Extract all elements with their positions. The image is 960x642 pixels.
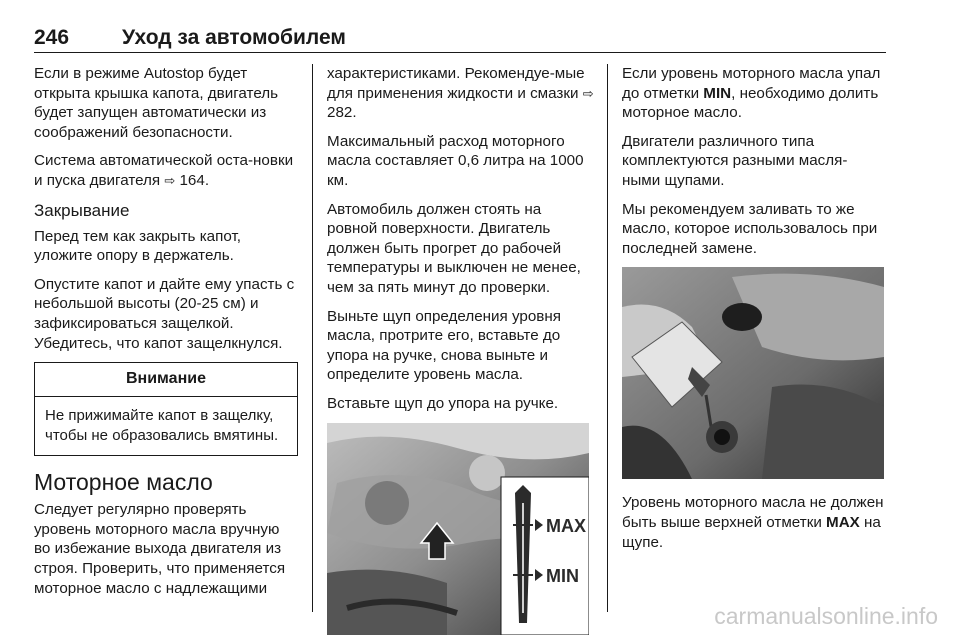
page-title: Уход за автомобилем <box>122 26 346 49</box>
paragraph: Уровень моторного масла не должен быть выше верхней отметки MAX на щупе. <box>622 494 884 551</box>
paragraph: Выньте щуп определения уровня масла, протрите его, вставьте до упора на ручке, снова выньте и определите уровень масла. <box>327 307 561 384</box>
page-number: 246 <box>34 26 70 49</box>
paragraph: Система автоматической оста-новки и пуска двигателя ⇨ 164. <box>34 152 294 189</box>
section-heading-engine-oil: Моторное масло <box>34 469 213 496</box>
oil-filling-illustration <box>622 267 884 479</box>
page-reference-icon[interactable]: ⇨ <box>164 172 176 188</box>
paragraph: Мы рекомендуем заливать то же масло, которое использовалось при последней замене. <box>622 200 878 257</box>
page-header <box>34 24 886 53</box>
max-label: MAX <box>546 515 586 536</box>
column-3 <box>622 64 884 561</box>
warning-text: Не прижимайте капот в защелку, чтобы не образовались вмятины. <box>45 407 279 444</box>
paragraph: Максимальный расход моторного масла составляет 0,6 литра на 1000 км. <box>327 132 584 189</box>
column-divider <box>312 64 313 612</box>
column-1 <box>34 64 298 607</box>
section-heading-closing: Закрывание <box>34 200 130 220</box>
warning-title: Внимание <box>35 363 297 397</box>
page-reference-icon[interactable]: ⇨ <box>582 85 594 101</box>
paragraph: Вставьте щуп до упора на ручке. <box>327 394 559 412</box>
paragraph: Следует регулярно проверять уровень моторного масла вручную во избежание выхода двигателя из строя. Проверить, что применяется моторное масло с надлежащими <box>34 501 286 597</box>
warning-box <box>34 362 298 456</box>
paragraph: Если уровень моторного масла упал до отметки MIN, необходимо долить моторное масло. <box>622 65 881 122</box>
column-2 <box>327 64 595 635</box>
paragraph: Если в режиме Autostop будет открыта крышка капота, двигатель будет запущен автоматически из соображений безопасности. <box>34 65 279 141</box>
min-label: MIN <box>546 565 579 586</box>
paragraph: характеристиками. Рекомендуе-мые для применения жидкости и смазки ⇨ 282. <box>327 65 594 122</box>
paragraph: Автомобиль должен стоять на ровной поверхности. Двигатель должен быть прогрет до рабочей температуры и выключен не менее, чем за пять минут до проверки. <box>327 200 581 296</box>
dipstick-illustration <box>327 423 589 635</box>
paragraph: Перед тем как закрыть капот, уложите опору в держатель. <box>34 227 241 265</box>
paragraph: Опустите капот и дайте ему упасть с небольшой высоты (20-25 см) и зафиксироваться защелкой. Убедитесь, что капот защелкнулся. <box>34 275 295 352</box>
paragraph: Двигатели различного типа комплектуются разными масля-ными щупами. <box>622 132 848 189</box>
column-divider <box>607 64 608 612</box>
watermark: carmanualsonline.info <box>714 603 938 629</box>
